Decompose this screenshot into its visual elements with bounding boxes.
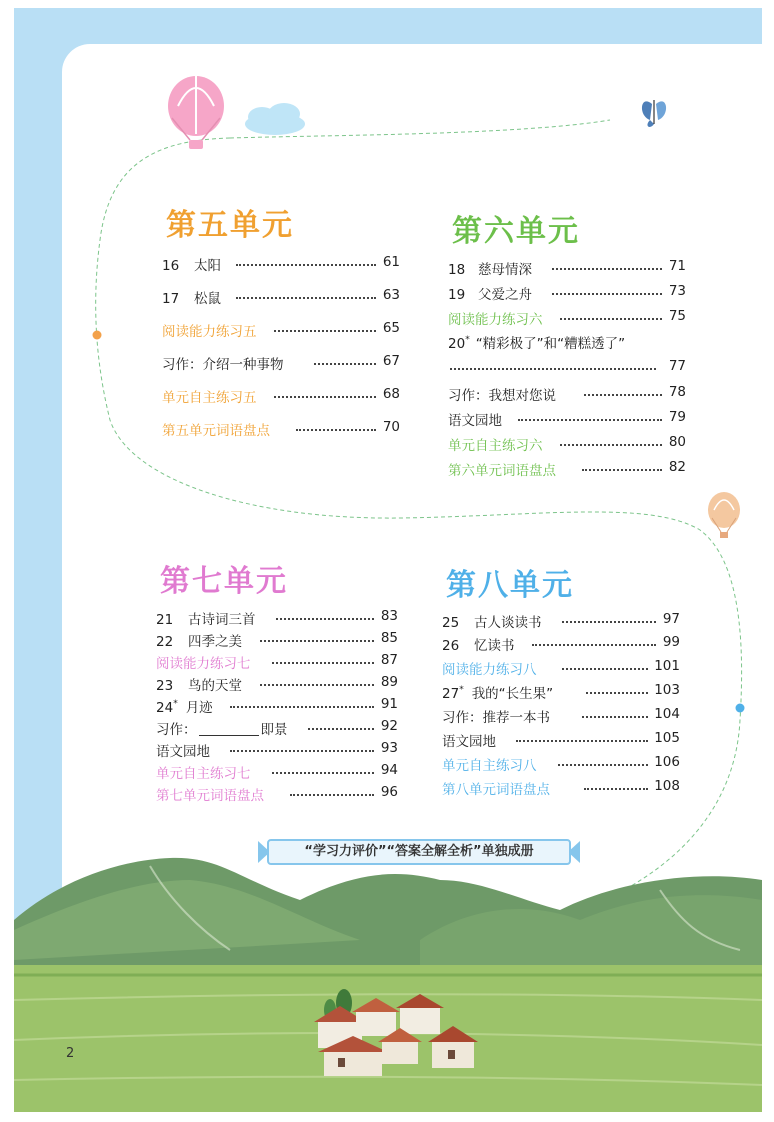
toc-row[interactable]: [442, 611, 680, 631]
toc-row[interactable]: [442, 730, 680, 750]
unit-title: 第五单元: [166, 208, 294, 243]
page-ref: 80: [668, 434, 686, 450]
leader-dots: [586, 692, 648, 694]
lesson-number: 20: [448, 336, 466, 352]
leader-dots: [552, 268, 662, 270]
toc-row[interactable]: [448, 384, 686, 404]
leader-dots: [532, 644, 656, 646]
leader-dots: [236, 264, 376, 266]
orange-dot: [93, 331, 102, 340]
toc-row[interactable]: [156, 674, 398, 694]
leader-dots: [450, 368, 656, 370]
lesson-title: 四季之美: [188, 634, 242, 650]
lesson-title: 单元自主练习五: [162, 390, 257, 406]
page-ref: 92: [380, 718, 398, 734]
lesson-title: 习作：我想对您说: [448, 388, 556, 404]
lesson-title: 习作：推荐一本书: [442, 710, 550, 726]
toc-row[interactable]: [442, 634, 680, 654]
leader-dots: [558, 764, 648, 766]
lesson-title: 语文园地: [448, 413, 502, 429]
leader-dots: [296, 429, 376, 431]
leader-dots: [272, 662, 374, 664]
butterfly-icon: [642, 100, 666, 127]
lesson-title: 第八单元词语盘点: [442, 782, 550, 798]
unit-title: 第八单元: [446, 568, 574, 603]
leader-dots: [516, 740, 648, 742]
page-ref: 89: [380, 674, 398, 690]
lesson-number: 17: [162, 291, 180, 307]
leader-dots: [582, 469, 662, 471]
leader-dots: [230, 706, 374, 708]
lesson-title: 语文园地: [442, 734, 496, 750]
leader-dots: [308, 728, 374, 730]
banner-text: “学习力评价”“答案全解全析”单独成册: [304, 844, 534, 859]
toc-row[interactable]: [162, 254, 400, 274]
optional-mark: *: [465, 335, 470, 345]
toc-row[interactable]: [448, 459, 686, 479]
lesson-title: 古诗词三首: [188, 612, 256, 628]
lesson-title: 即景: [260, 722, 288, 738]
page-ref: 75: [668, 308, 686, 324]
page-ref: 93: [380, 740, 398, 756]
toc-row[interactable]: [156, 740, 398, 760]
lesson-number: 23: [156, 678, 174, 694]
page-ref: 61: [382, 254, 400, 270]
page-ref: 71: [668, 258, 686, 274]
page-ref: 67: [382, 353, 400, 369]
toc-row[interactable]: [162, 320, 400, 340]
page-ref: 77: [668, 358, 686, 374]
toc-row[interactable]: [448, 409, 686, 429]
toc-row[interactable]: [448, 434, 686, 454]
leader-dots: [274, 330, 376, 332]
lesson-title: 古人谈读书: [474, 615, 542, 631]
lesson-title: 忆读书: [474, 638, 515, 654]
toc-row[interactable]: [448, 283, 686, 303]
lesson-title: 阅读能力练习八: [442, 662, 537, 678]
leader-dots: [260, 640, 374, 642]
lesson-number: 16: [162, 258, 180, 274]
lesson-number: 26: [442, 638, 460, 654]
lesson-title: 第五单元词语盘点: [162, 423, 270, 439]
leader-dots: [584, 394, 662, 396]
lesson-title: 慈母情深: [478, 262, 532, 278]
lesson-title: 单元自主练习六: [448, 438, 543, 454]
lesson-title: 习作：介绍一种事物: [162, 357, 284, 373]
page-ref: 73: [668, 283, 686, 299]
toc-row[interactable]: [162, 353, 400, 373]
toc-row[interactable]: [156, 696, 398, 716]
leader-dots: [562, 621, 656, 623]
lesson-title: 单元自主练习七: [156, 766, 251, 782]
page-ref: 99: [662, 634, 680, 650]
toc-row[interactable]: [162, 419, 400, 439]
optional-mark: *: [173, 699, 178, 709]
leader-dots: [552, 293, 662, 295]
lesson-title: 第六单元词语盘点: [448, 463, 556, 479]
page-ref: 68: [382, 386, 400, 402]
toc-row[interactable]: [448, 258, 686, 278]
lesson-number: 25: [442, 615, 460, 631]
page-ref: 101: [654, 658, 680, 674]
page-ref: 83: [380, 608, 398, 624]
leader-dots: [518, 419, 662, 421]
page-ref: 97: [662, 611, 680, 627]
lesson-number: 27: [442, 686, 460, 702]
fill-in-blank: [199, 723, 259, 736]
page-ref: 82: [668, 459, 686, 475]
toc-row[interactable]: [442, 706, 680, 726]
lesson-title: 阅读能力练习七: [156, 656, 251, 672]
page-ref: 103: [654, 682, 680, 698]
lesson-number: 22: [156, 634, 174, 650]
lesson-title: 语文园地: [156, 744, 210, 760]
leader-dots: [230, 750, 374, 752]
leader-dots: [236, 297, 376, 299]
lesson-title: 第七单元词语盘点: [156, 788, 264, 804]
lesson-number: 18: [448, 262, 466, 278]
page-ref: 108: [654, 778, 680, 794]
page-ref: 104: [654, 706, 680, 722]
toc-row[interactable]: [162, 386, 400, 406]
toc-row[interactable]: [448, 332, 625, 352]
toc-row[interactable]: [156, 762, 398, 782]
page-number: 2: [66, 1046, 75, 1061]
toc-row[interactable]: [156, 784, 398, 804]
toc-row[interactable]: [156, 652, 398, 672]
toc-row[interactable]: [442, 658, 680, 678]
balloon-icon: [708, 492, 740, 538]
toc-row[interactable]: [448, 308, 686, 328]
page-ref: 96: [380, 784, 398, 800]
lesson-number: 24: [156, 700, 174, 716]
page-ref: 63: [382, 287, 400, 303]
leader-dots: [274, 396, 376, 398]
lesson-title: 父爱之舟: [478, 287, 532, 303]
lesson-title: 我的“长生果”: [471, 686, 554, 702]
toc-row[interactable]: [442, 682, 680, 702]
page-ref: 105: [654, 730, 680, 746]
lesson-title: 阅读能力练习五: [162, 324, 257, 340]
unit-title: 第六单元: [452, 214, 580, 249]
toc-row[interactable]: [162, 287, 400, 307]
toc-row[interactable]: [156, 630, 398, 650]
leader-dots: [562, 668, 648, 670]
page-ref: 87: [380, 652, 398, 668]
unit-title: 第七单元: [160, 564, 288, 599]
leader-dots: [560, 444, 662, 446]
leader-dots: [260, 684, 374, 686]
page-ref: 91: [380, 696, 398, 712]
booklet-banner: [258, 838, 580, 866]
blue-dot: [736, 704, 745, 713]
lesson-title: 单元自主练习八: [442, 758, 537, 774]
page-ref: 65: [382, 320, 400, 336]
page-ref: 85: [380, 630, 398, 646]
lesson-title: 月迹: [185, 700, 213, 716]
lesson-title: “精彩极了”和“糟糕透了”: [475, 336, 626, 352]
lesson-title: 习作：: [156, 722, 197, 738]
leader-dots: [560, 318, 662, 320]
leader-dots: [276, 618, 374, 620]
page-ref: 70: [382, 419, 400, 435]
leader-dots: [582, 716, 648, 718]
lesson-title: 松鼠: [194, 291, 221, 307]
leader-dots: [290, 794, 374, 796]
page-ref: 78: [668, 384, 686, 400]
lesson-title: 阅读能力练习六: [448, 312, 543, 328]
toc-row[interactable]: [442, 754, 680, 774]
mountains-illustration: [14, 858, 762, 1112]
balloon-icon: [168, 76, 224, 149]
toc-row[interactable]: [442, 778, 680, 798]
toc-row[interactable]: [156, 608, 398, 628]
leader-dots: [314, 363, 376, 365]
page-ref: 94: [380, 762, 398, 778]
toc-row[interactable]: [156, 718, 398, 738]
page-ref: 106: [654, 754, 680, 770]
optional-mark: *: [459, 685, 464, 695]
lesson-number: 19: [448, 287, 466, 303]
lesson-title: 太阳: [194, 258, 221, 274]
lesson-title: 鸟的天堂: [188, 678, 242, 694]
page-ref: 79: [668, 409, 686, 425]
leader-dots: [272, 772, 374, 774]
cloud-icon: [245, 103, 305, 135]
leader-dots: [584, 788, 648, 790]
lesson-number: 21: [156, 612, 174, 628]
